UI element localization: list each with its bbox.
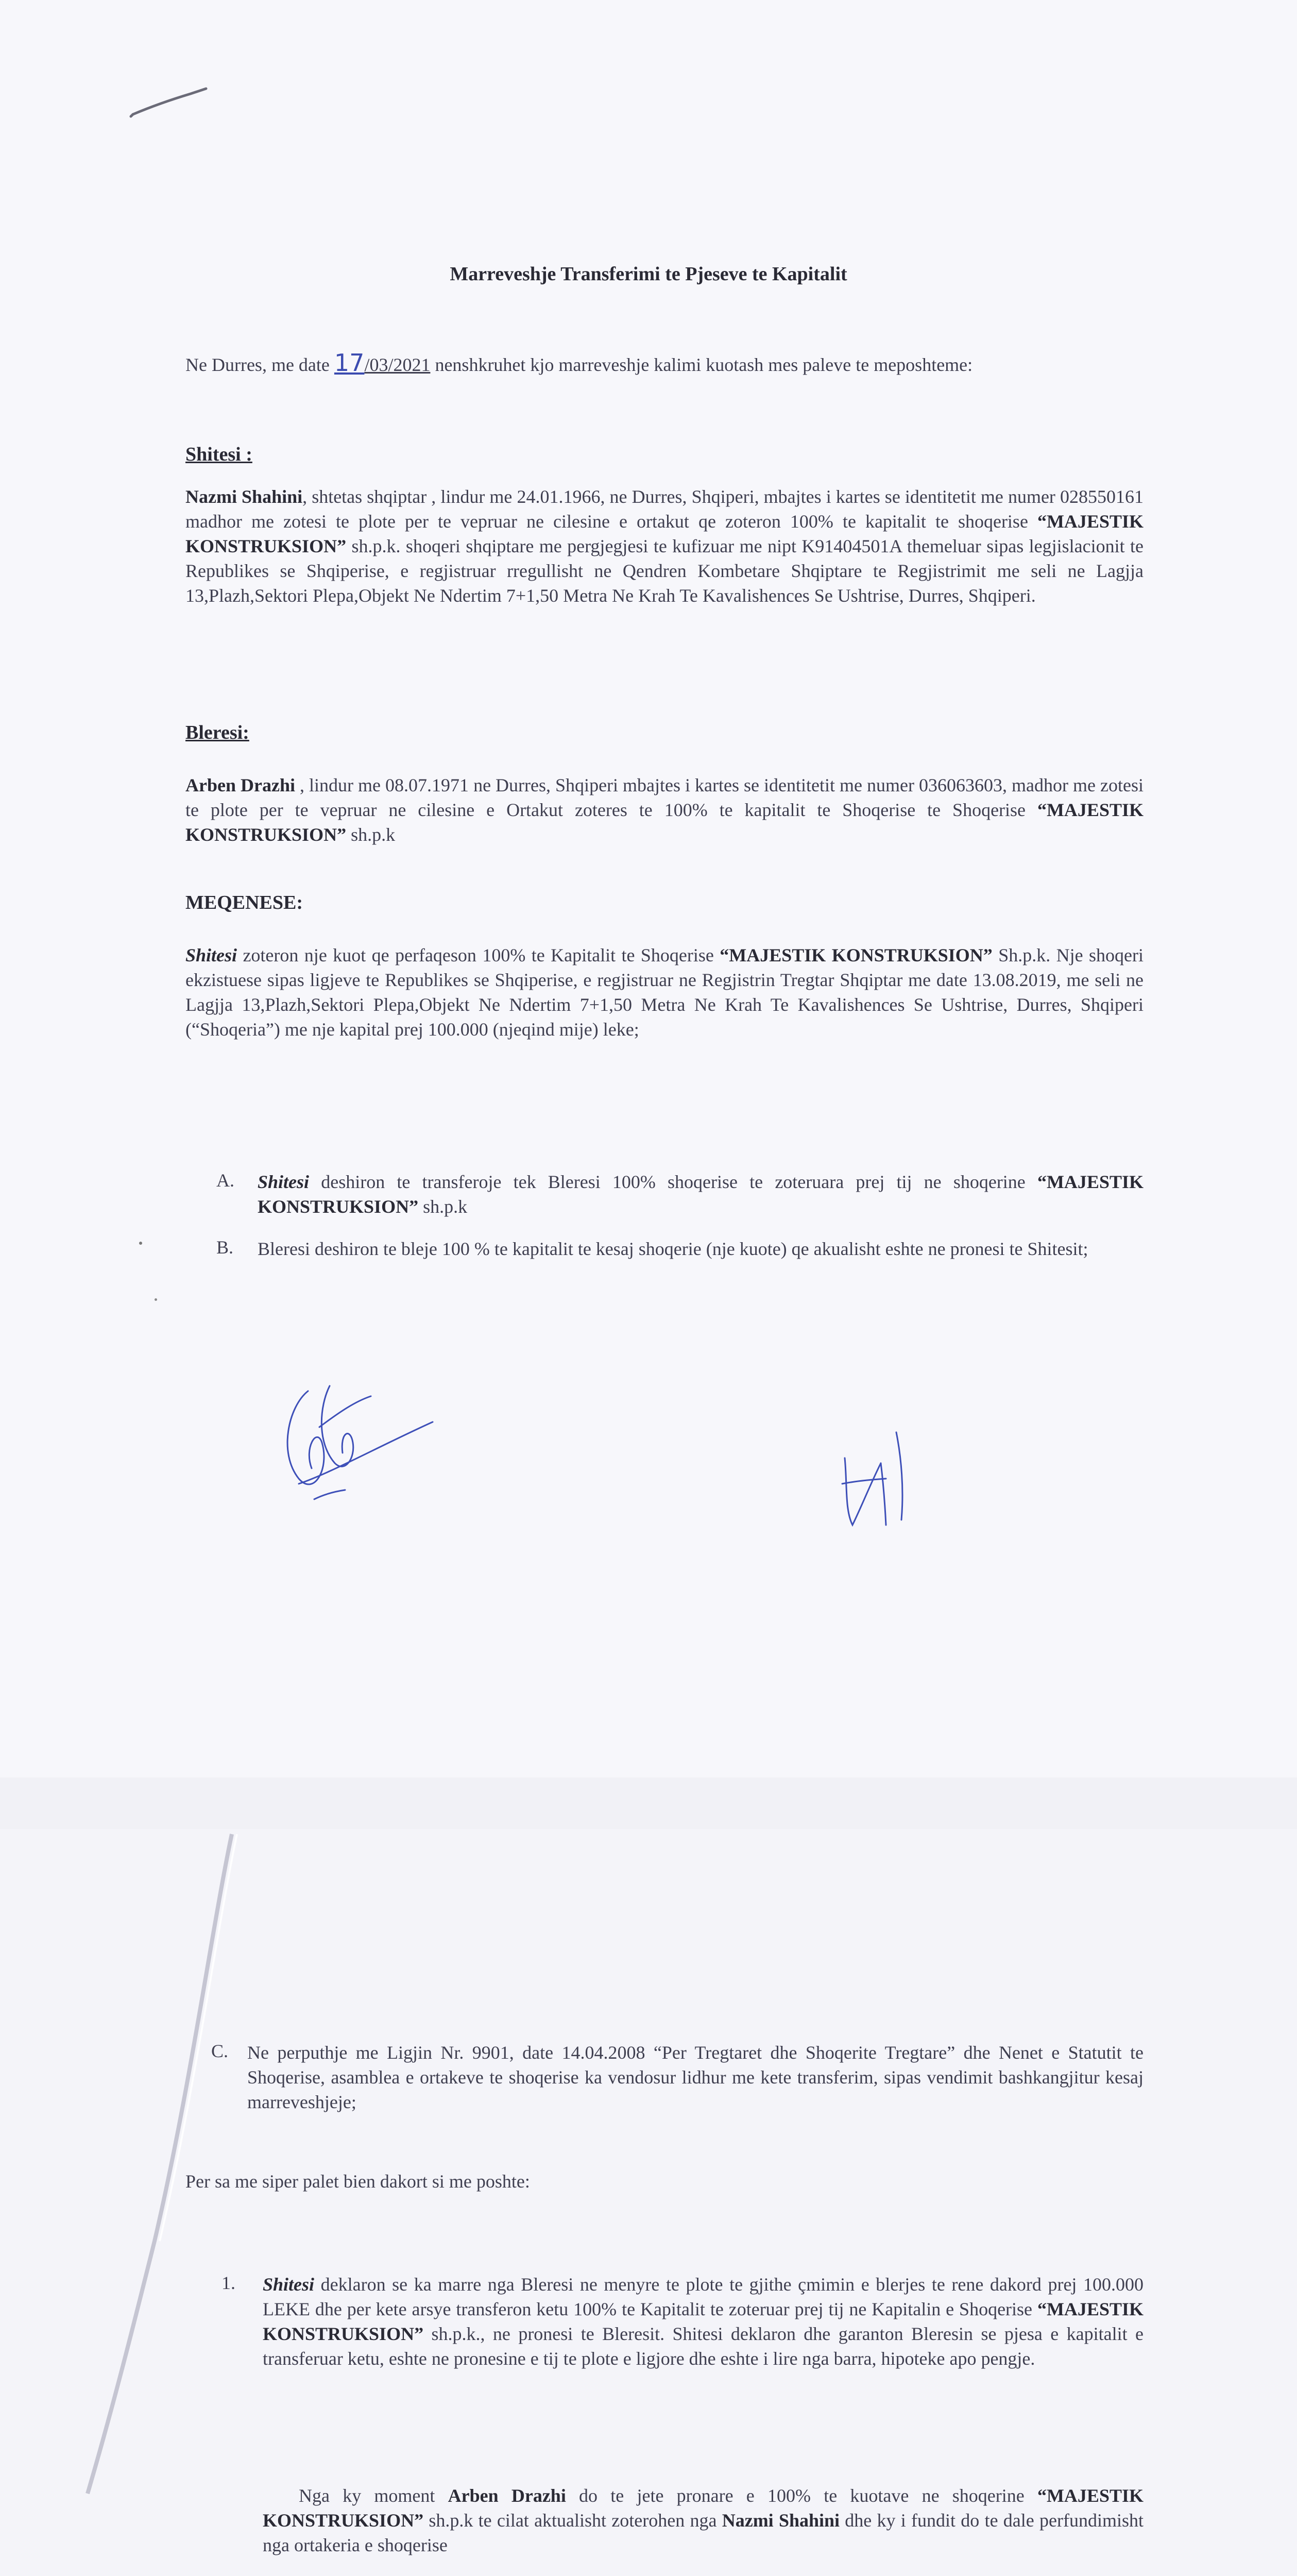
clause-b-text: Bleresi deshiron te bleje 100 % te kapitalit te kesaj shoqerie (nje kuote) qe akualisht eshte ne pronesi te Shitesit;	[258, 1239, 1088, 1259]
item-1b-text-b: do te jete pronare e 100% te kuotave ne shoqerine	[566, 2485, 1037, 2506]
handwritten-date: 17	[334, 349, 365, 377]
buyer-paragraph	[185, 773, 1144, 847]
item-1-paragraph-2	[263, 2483, 1144, 2557]
item-1-text-b: sh.p.k., ne pronesi te Bleresit. Shitesi deklaron dhe garanton Bleresin se pjesa e kapitalit e transferuar ketu, eshte ne pronesine e tij te plote e ligjore dhe eshte i lire nga barra, hipoteke apo pengje.	[263, 2324, 1144, 2369]
clause-a-text	[258, 1170, 1144, 1219]
seller-heading: Shitesi :	[185, 444, 252, 465]
clause-a-text-b: sh.p.k	[418, 1196, 468, 1217]
item-1b-text-a: Nga ky moment	[299, 2485, 448, 2506]
whereas-company: “MAJESTIK KONSTRUKSION”	[720, 945, 993, 965]
seller-name: Nazmi Shahini	[185, 486, 303, 507]
item-1-text-a: deklaron se ka marre nga Bleresi ne menyre te plote te gjithe çmimin e blerjes te rene dakord prej 100.000 LEKE dhe per kete arsye transferon ketu 100% te Kapitalit te zoteruar prej tij ne Kapitalin e Shoqerise	[263, 2274, 1144, 2319]
buyer-company: “MAJESTIK KONSTRUKSION”	[185, 800, 1144, 845]
whereas-text-b: Sh.p.k. Nje shoqeri ekzistuese sipas ligjeve te Republikes se Shqiperise, e regjistruar ne Regjistrin Tregtar Shqiptar me date 13.08.2019, me seli ne Lagjja 13,Plazh,Sektori Plepa,Objekt Ne Ndertim 7+1,50 Metra Ne Krah Te Kavalishences Se Ushtrise, Durres, Shqiperi (“Shoqeria”) me nje kapital prej 100.000 (njeqind mije) leke;	[185, 945, 1144, 1040]
item-1-lead: Shitesi	[263, 2274, 315, 2295]
clause-b-marker: B.	[216, 1237, 234, 1258]
clause-c-marker: C.	[211, 2041, 229, 2061]
document-page-2	[0, 1829, 1297, 2576]
item-1b-seller: Nazmi Shahini	[722, 2510, 840, 2531]
buyer-text-a: , lindur me 08.07.1971 ne Durres, Shqiperi mbajtes i kartes se identitetit me numer 036063603, madhor me zotesi te plote per te vepruar ne cilesine e Ortakut zoteres te 100% te kapitalit te Shoqerise te Shoqerise	[185, 775, 1144, 820]
clause-a-text-a: deshiron te transferoje tek Bleresi 100% shoqerise te zoteruara prej tij ne shoqerine	[309, 1172, 1037, 1192]
whereas-text-a: zoteron nje kuot qe perfaqeson 100% te Kapitalit te Shoqerise	[237, 945, 720, 965]
agreement-line: Per sa me siper palet bien dakort si me poshte:	[185, 2171, 530, 2192]
seller-paragraph	[185, 484, 1144, 608]
seller-company: “MAJESTIK KONSTRUKSION”	[185, 511, 1144, 556]
intro-before: Ne Durres, me date	[185, 354, 334, 375]
intro-after: nenshkruhet kjo marreveshje kalimi kuotash mes paleve te meposhteme:	[430, 354, 973, 375]
intro-date-printed: /03/2021	[364, 354, 431, 375]
intro-paragraph	[185, 350, 1144, 377]
buyer-heading: Bleresi:	[185, 722, 249, 743]
whereas-lead: Shitesi	[185, 945, 237, 965]
stray-dot	[155, 1298, 157, 1301]
item-1b-company: “MAJESTIK KONSTRUKSION”	[263, 2485, 1144, 2531]
buyer-text-b: sh.p.k	[346, 824, 396, 845]
buyer-signature-initials	[824, 1422, 958, 1546]
document-title: Marreveshje Transferimi te Pjeseve te Kapitalit	[450, 263, 847, 285]
item-1-marker: 1.	[221, 2273, 235, 2293]
pen-mark	[129, 82, 216, 124]
seller-text-a: , shtetas shqiptar , lindur me 24.01.1966, ne Durres, Shqiperi, mbajtes i kartes se identitetit me numer 028550161 madhor me zotesi te plote per te vepruar ne cilesine e ortakut qe zoteron 100% te kapitalit te shoqerise	[185, 486, 1144, 532]
buyer-name: Arben Drazhi	[185, 775, 295, 795]
item-1b-text-c: sh.p.k te cilat aktualisht zoterohen nga	[423, 2510, 722, 2531]
item-1-company: “MAJESTIK KONSTRUKSION”	[263, 2299, 1144, 2344]
whereas-heading: MEQENESE:	[185, 892, 303, 913]
clause-c-text: Ne perputhje me Ligjin Nr. 9901, date 14.04.2008 “Per Tregtaret dhe Shoqerite Tregtare” dhe Nenet e Statutit te Shoqerise, asamblea e ortakeve te shoqerise ka vendosur lidhur me kete transferim, sipas vendimit bashkangjitur kesaj marreveshjeje;	[247, 2042, 1144, 2112]
paper-crease	[77, 1829, 263, 2499]
whereas-paragraph	[185, 943, 1144, 1042]
seller-text-b: sh.p.k. shoqeri shqiptare me pergjegjesi te kufizuar me nipt K91404501A themeluar sipas legjislacionit te Republikes se Shqiperise, e regjistruar rregullisht ne Qendren Kombetare Shqiptare te Regjistrimit me seli ne Lagjja 13,Plazh,Sektori Plepa,Objekt Ne Ndertim 7+1,50 Metra Ne Krah Te Kavalishences Se Ushtrise, Durres, Shqiperi.	[185, 536, 1144, 606]
clause-a-lead: Shitesi	[258, 1172, 310, 1192]
stray-dot	[139, 1242, 142, 1245]
item-1b-buyer: Arben Drazhi	[448, 2485, 566, 2506]
item-1-text	[263, 2272, 1144, 2371]
item-1b-text-d: dhe ky i fundit do te dale perfundimisht nga ortakeria e shoqerise	[263, 2510, 1144, 2555]
clause-a-company: “MAJESTIK KONSTRUKSION”	[258, 1172, 1144, 1217]
seller-signature-initials	[268, 1370, 453, 1535]
clause-a-marker: A.	[216, 1170, 234, 1191]
